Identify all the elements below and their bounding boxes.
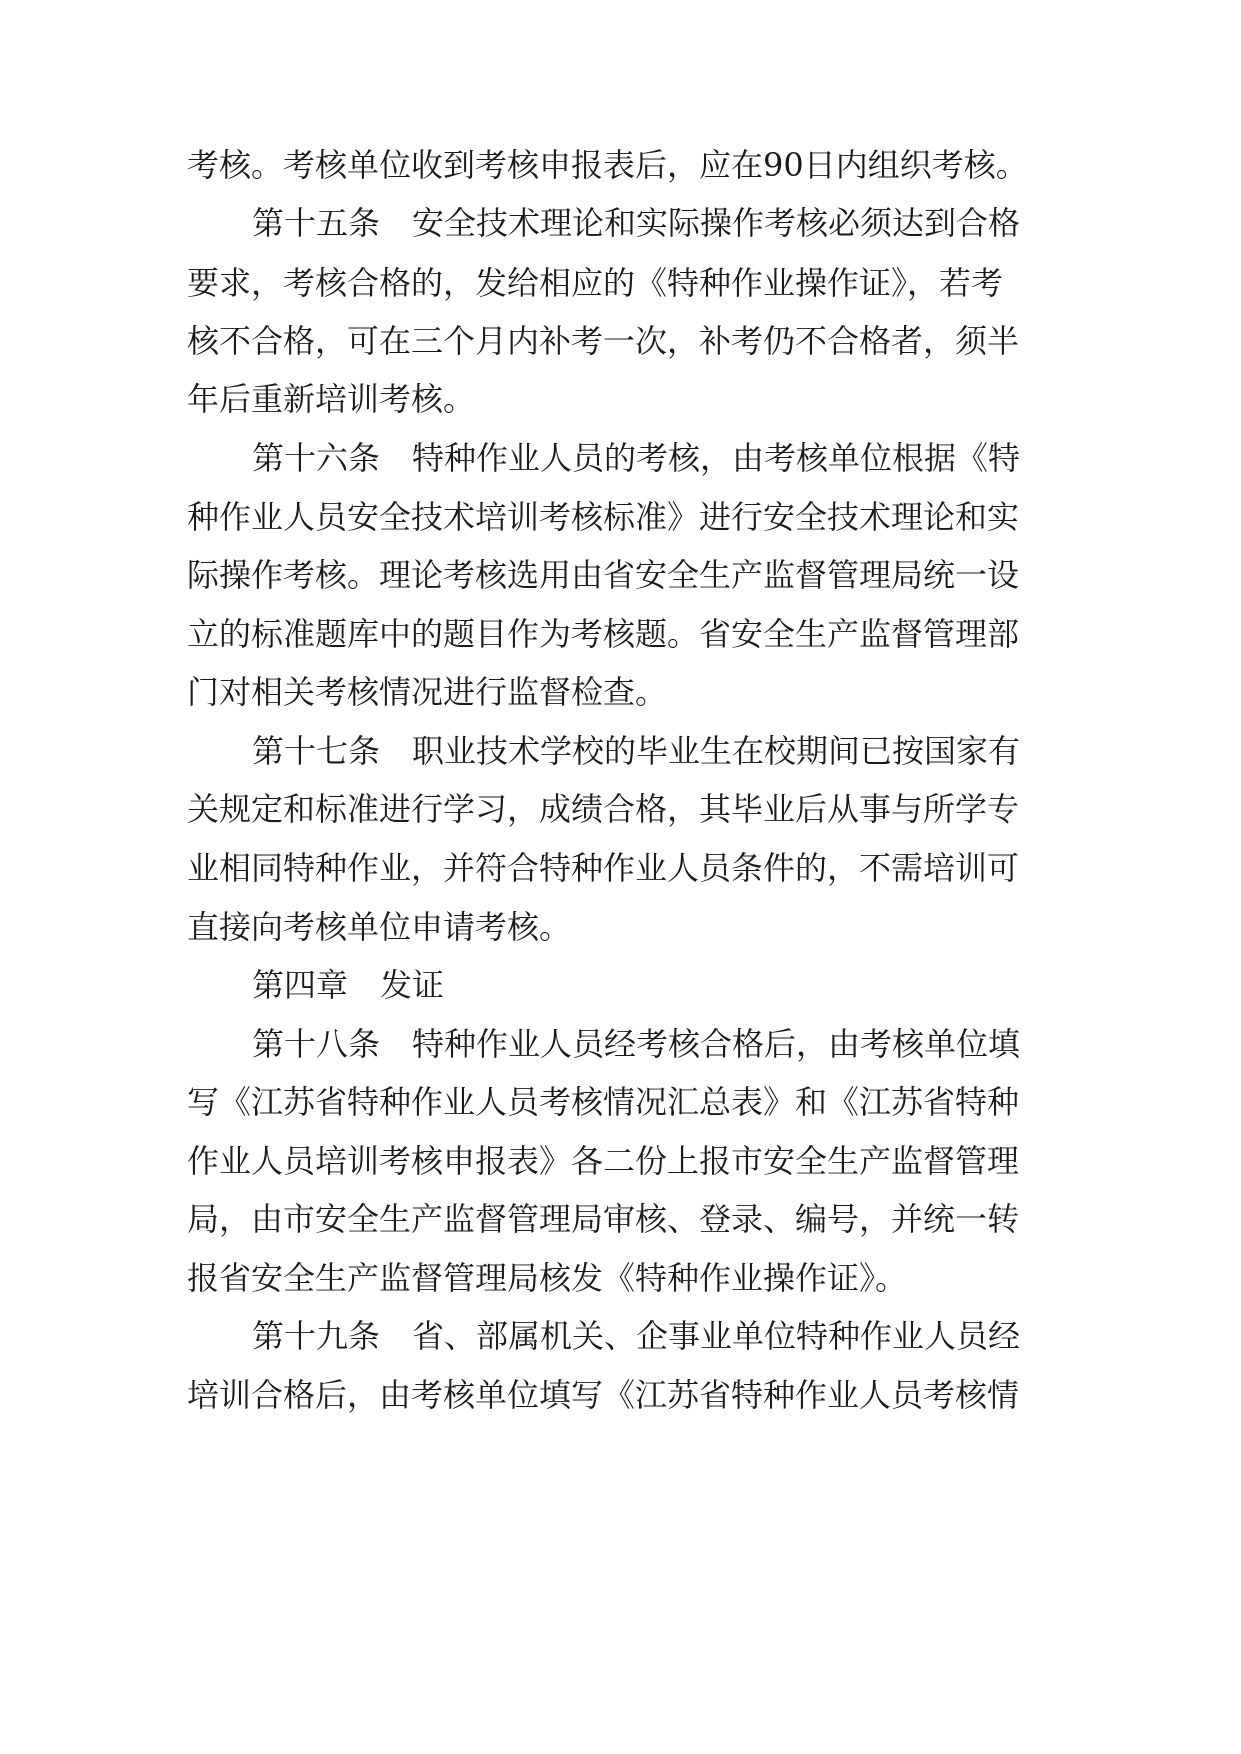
text-line: 考核。考核单位收到考核申报表后，应在90日内组织考核。 xyxy=(187,146,1028,184)
article-16-heading-line: 第十六条 特种作业人员的考核，由考核单位根据《特 xyxy=(252,439,1021,477)
text-line: 培训合格后，由考核单位填写《江苏省特种作业人员考核情 xyxy=(187,1376,1020,1414)
text-line: 关规定和标准进行学习，成绩合格，其毕业后从事与所学专 xyxy=(187,790,1020,828)
text-line: 年后重新培训考核。 xyxy=(187,380,476,418)
article-17-heading-line: 第十七条 职业技术学校的毕业生在校期间已按国家有 xyxy=(252,732,1021,770)
text-line: 核不合格，可在三个月内补考一次，补考仍不合格者，须半 xyxy=(187,322,1020,360)
text-line: 门对相关考核情况进行监督检查。 xyxy=(187,673,668,711)
text-line: 作业人员培训考核申报表》各二份上报市安全生产监督管理 xyxy=(187,1142,1020,1180)
text-line: 直接向考核单位申请考核。 xyxy=(187,908,572,946)
text-line: 业相同特种作业，并符合特种作业人员条件的，不需培训可 xyxy=(187,849,1020,887)
text-line: 立的标准题库中的题目作为考核题。省安全生产监督管理部 xyxy=(187,615,1020,653)
text-line: 写《江苏省特种作业人员考核情况汇总表》和《江苏省特种 xyxy=(187,1083,1020,1121)
article-15-heading-line: 第十五条 安全技术理论和实际操作考核必须达到合格 xyxy=(252,204,1021,242)
text-line: 种作业人员安全技术培训考核标准》进行安全技术理论和实 xyxy=(187,498,1020,536)
text-line: 要求，考核合格的，发给相应的《特种作业操作证》，若考 xyxy=(187,264,1004,302)
chapter-4-heading: 第四章 发证 xyxy=(252,966,445,1004)
text-line: 局，由市安全生产监督管理局审核、登录、编号，并统一转 xyxy=(187,1200,1020,1238)
article-18-heading-line: 第十八条 特种作业人员经考核合格后，由考核单位填 xyxy=(252,1025,1021,1063)
text-line: 报省安全生产监督管理局核发《特种作业操作证》。 xyxy=(187,1259,908,1297)
text-line: 际操作考核。理论考核选用由省安全生产监督管理局统一设 xyxy=(187,556,1020,594)
article-19-heading-line: 第十九条 省、部属机关、企事业单位特种作业人员经 xyxy=(252,1317,1021,1355)
